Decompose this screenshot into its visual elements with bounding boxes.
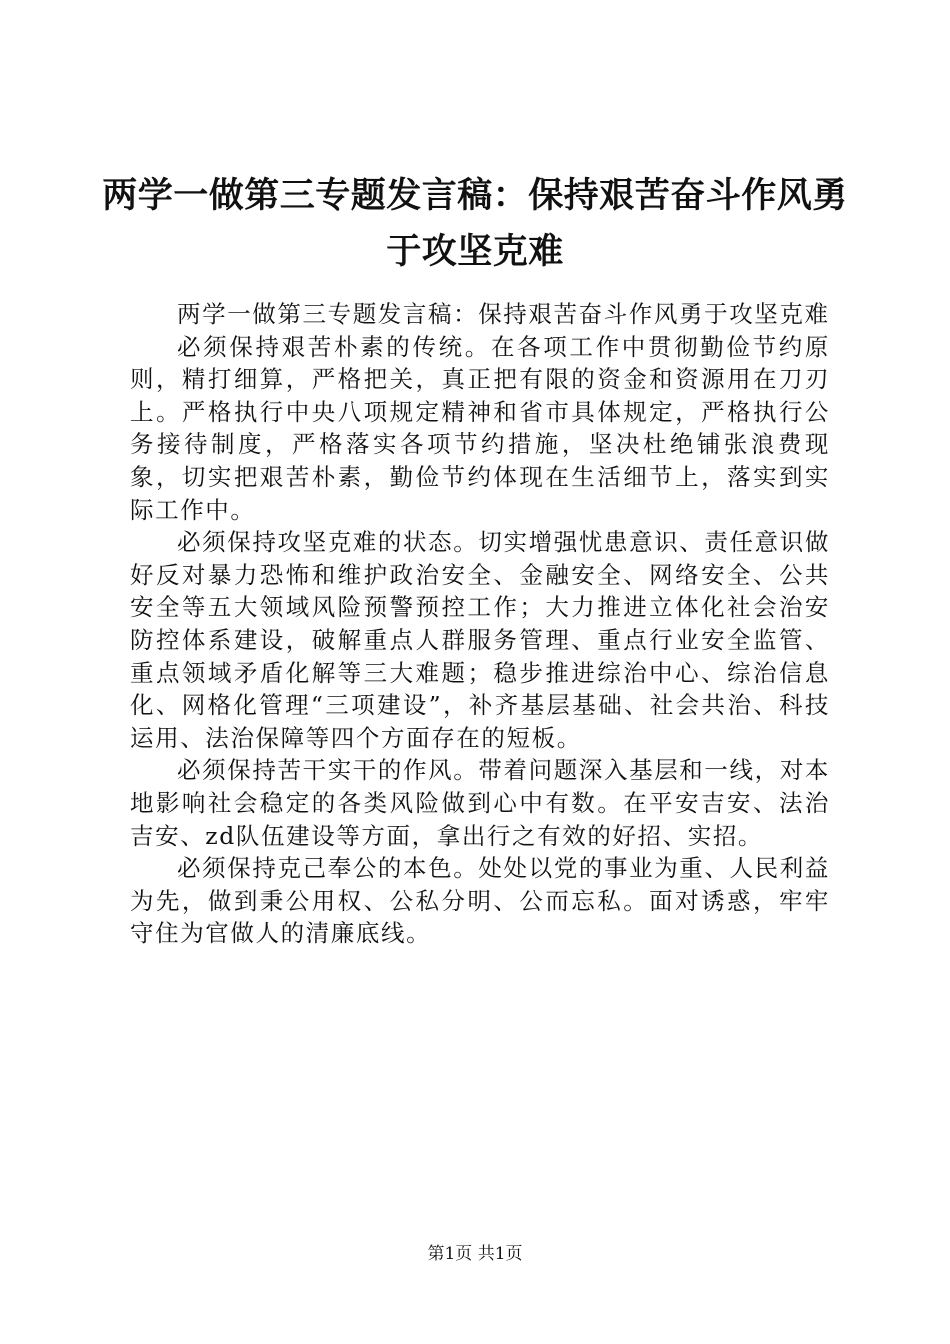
paragraph-integrity: 必须保持克己奉公的本色。处处以党的事业为重、人民利益为先，做到秉公用权、公私分明、公而忘私。面对诱惑，牢牢守住为官做人的清廉底线。 — [130, 854, 830, 948]
paragraph-hard-work: 必须保持苦干实干的作风。带着问题深入基层和一线，对本地影响社会稳定的各类风险做到心中有数。在平安吉安、法治吉安、zd队伍建设等方面，拿出行之有效的好招、实招。 — [130, 756, 830, 850]
paragraph-tackle-difficulties: 必须保持攻坚克难的状态。切实增强忧患意识、责任意识做好反对暴力恐怖和维护政治安全、金融安全、网络安全、公共安全等五大领域风险预警预控工作；大力推进立体化社会治安防控体系建设，破解重点人群服务管理、重点行业安全监管、重点领域矛盾化解等三大难题；稳步推进综治中心、综治信息化、网格化管理“三项建设”，补齐基层基础、社会共治、科技运用、法治保障等四个方面存在的短板。 — [130, 528, 830, 752]
page-number-footer: 第1页 共1页 — [427, 1244, 523, 1264]
document-title: 两学一做第三专题发言稿：保持艰苦奋斗作风勇于攻坚克难 — [102, 175, 848, 272]
paragraph-thrift: 必须保持艰苦朴素的传统。在各项工作中贯彻勤俭节约原则，精打细算，严格把关，真正把有限的资金和资源用在刀刃上。严格执行中央八项规定精神和省市具体规定，严格执行公务接待制度，严格落实各项节约措施，坚决杜绝铺张浪费现象，切实把艰苦朴素，勤俭节约体现在生活细节上，落实到实际工作中。 — [130, 332, 830, 524]
paragraph-intro: 两学一做第三专题发言稿：保持艰苦奋斗作风勇于攻坚克难 — [177, 300, 830, 328]
document-body — [130, 298, 830, 950]
